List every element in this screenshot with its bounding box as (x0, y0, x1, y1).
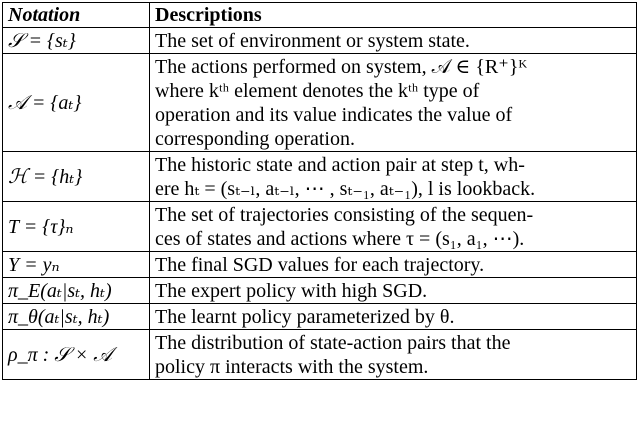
table-row (3, 202, 637, 252)
notation-cell: π_E(aₜ|sₜ, hₜ) (3, 278, 150, 304)
header-notation: Notation (3, 3, 150, 28)
table-row (3, 54, 637, 152)
description-cell: The expert policy with high SGD. (150, 278, 637, 304)
table-row (3, 304, 637, 330)
notation-cell: π_θ(aₜ|sₜ, hₜ) (3, 304, 150, 330)
table-row (3, 152, 637, 202)
description-cell: The set of environment or system state. (150, 28, 637, 54)
description-cell: The set of trajectories consisting of the sequen- ces of states and actions where τ = (s₁, a₁, ⋯). (150, 202, 637, 252)
description-cell: The historic state and action pair at step t, wh- ere hₜ = (sₜ₋ₗ, aₜ₋ₗ, ⋯ , sₜ₋₁, aₜ₋₁), l is lookback. (150, 152, 637, 202)
notation-cell: 𝒜 = {aₜ} (3, 54, 150, 152)
description-cell: The final SGD values for each trajectory. (150, 252, 637, 278)
header-row (3, 3, 637, 28)
notation-cell: 𝒮 = {sₜ} (3, 28, 150, 54)
table-row (3, 28, 637, 54)
notation-cell: Y = yₙ (3, 252, 150, 278)
notation-cell: ℋ = {hₜ} (3, 152, 150, 202)
notation-cell: ρ_π : 𝒮 × 𝒜 (3, 330, 150, 380)
notation-table (2, 2, 637, 380)
description-cell: The learnt policy parameterized by θ. (150, 304, 637, 330)
header-descriptions: Descriptions (150, 3, 637, 28)
notation-cell: T = {τ}ₙ (3, 202, 150, 252)
description-cell: The actions performed on system, 𝒜 ∈ {R⁺}ᴷ where kᵗʰ element denotes the kᵗʰ type of operation and its value indicates the value of corresponding operation. (150, 54, 637, 152)
table-row (3, 252, 637, 278)
table-row (3, 278, 637, 304)
description-cell: The distribution of state-action pairs that the policy π interacts with the system. (150, 330, 637, 380)
table-row (3, 330, 637, 380)
